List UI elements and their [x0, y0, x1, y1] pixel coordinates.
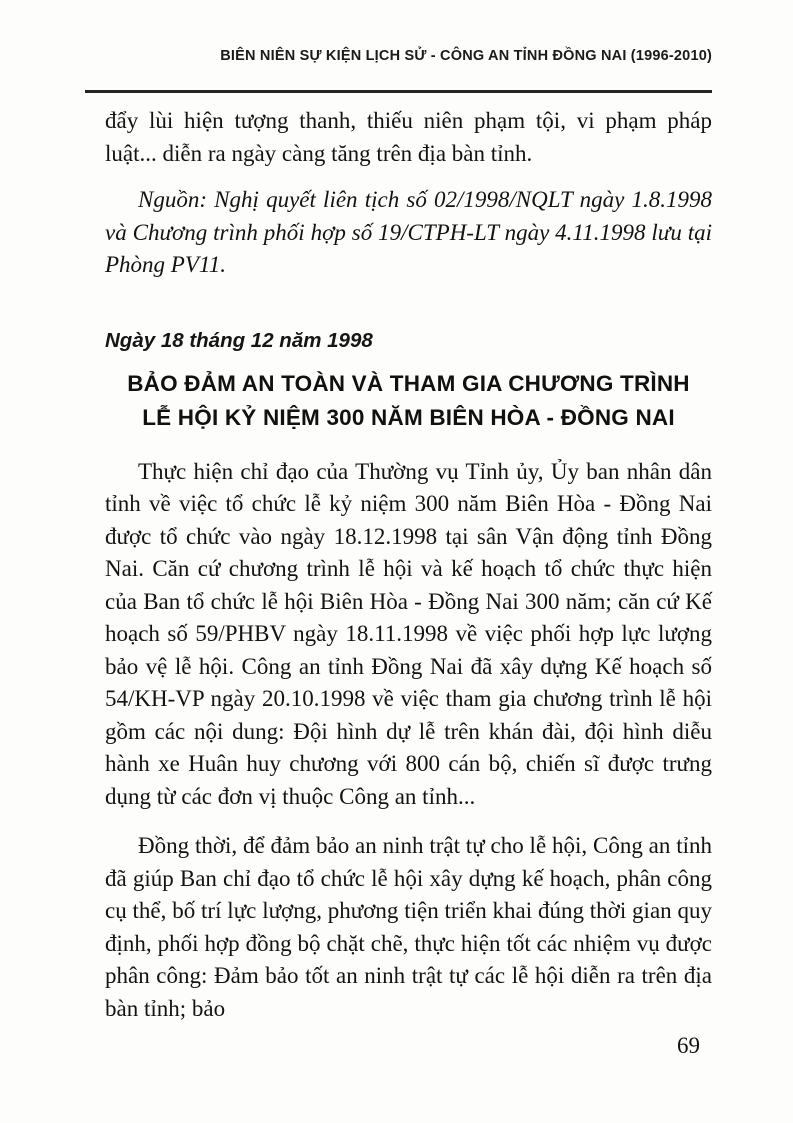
page-number: 69	[677, 1033, 700, 1058]
header-rule-divider	[85, 90, 712, 93]
entry-title	[105, 367, 712, 435]
entry-title-line-1: BẢO ĐẢM AN TOÀN VÀ THAM GIA CHƯƠNG TRÌNH	[127, 370, 690, 396]
entry-date-heading: Ngày 18 tháng 12 năm 1998	[105, 328, 373, 352]
paragraph-continuation: đẩy lùi hiện tượng thanh, thiếu niên phạm tội, vi phạm pháp luật... diễn ra ngày càng tăng trên địa bàn tỉnh.	[105, 108, 712, 166]
source-note: Nguồn: Nghị quyết liên tịch số 02/1998/NQLT ngày 1.8.1998 và Chương trình phối hợp số 19/CTPH-LT ngày 4.11.1998 lưu tại Phòng PV11.	[105, 187, 712, 277]
page-content	[105, 103, 712, 1025]
paragraph-2: Đồng thời, để đảm bảo an ninh trật tự cho lễ hội, Công an tỉnh đã giúp Ban chỉ đạo tổ chức lễ hội xây dựng kế hoạch, phân công cụ thể, bố trí lực lượng, phương tiện triển khai đúng thời gian quy định, phối hợp đồng bộ chặt chẽ, thực hiện tốt các nhiệm vụ được phân công: Đảm bảo tốt an ninh trật tự các lễ hội diễn ra trên địa bàn tỉnh; bảo	[105, 833, 712, 1021]
running-header: BIÊN NIÊN SỰ KIỆN LỊCH SỬ - CÔNG AN TỈNH ĐỒNG NAI (1996-2010)	[220, 48, 712, 64]
entry-title-line-2: LỄ HỘI KỶ NIỆM 300 NĂM BIÊN HÒA - ĐỒNG NAI	[142, 404, 675, 430]
paragraph-1: Thực hiện chỉ đạo của Thường vụ Tỉnh ủy, Ủy ban nhân dân tỉnh về việc tổ chức lễ kỷ niệm 300 năm Biên Hòa - Đồng Nai được tổ chức vào ngày 18.12.1998 tại sân Vận động tỉnh Đồng Nai. Căn cứ chương trình lễ hội và kế hoạch tổ chức thực hiện của Ban tổ chức lễ hội Biên Hòa - Đồng Nai 300 năm; căn cứ Kế hoạch số 59/PHBV ngày 18.11.1998 về việc phối hợp lực lượng bảo vệ lễ hội. Công an tỉnh Đồng Nai đã xây dựng Kế hoạch số 54/KH-VP ngày 20.10.1998 về việc tham gia chương trình lễ hội gồm các nội dung: Đội hình dự lễ trên khán đài, đội hình diễu hành xe Huân huy chương với 800 cán bộ, chiến sĩ được trưng dụng từ các đơn vị thuộc Công an tỉnh...	[105, 458, 712, 809]
